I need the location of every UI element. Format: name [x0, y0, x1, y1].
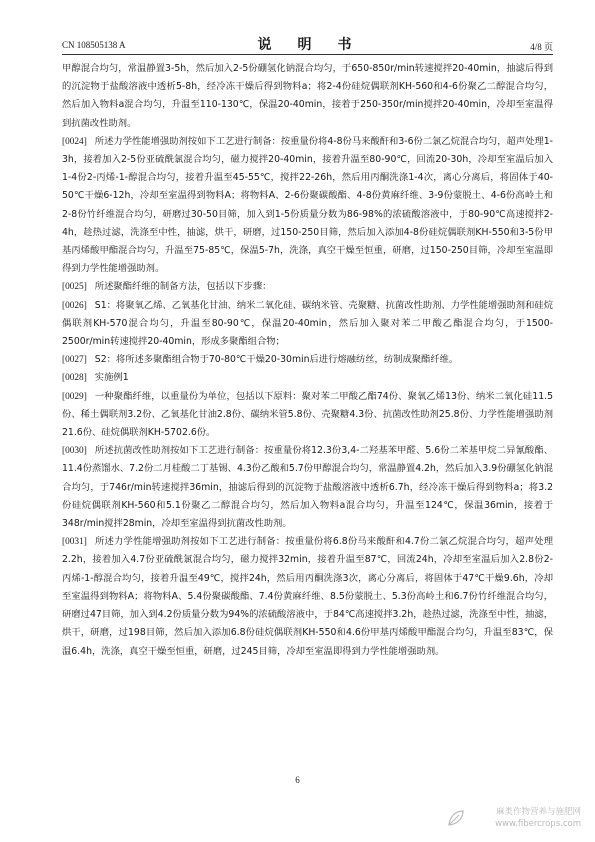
paragraph-text: S2：将所述多聚酯组合物于70-80℃干燥20-30min后进行熔融纺丝，纺制成聚酯纤维。 — [94, 354, 459, 366]
watermark-site-name: 麻类作物营养与施肥网 — [495, 807, 581, 817]
paragraph-0031 — [62, 533, 553, 660]
paragraph-number: [0027] — [62, 355, 87, 366]
paragraph-0029 — [62, 388, 553, 443]
paragraph-number: [0025] — [62, 282, 87, 293]
paragraph-0025 — [62, 278, 553, 296]
document-title: 说 明 书 — [257, 37, 358, 53]
example-heading: 实施例1 — [94, 372, 129, 384]
page-info: 4/8 页 — [530, 42, 553, 52]
paragraph-text: 甲醇混合均匀，常温静置3-5h，然后加入2-5份硼氢化钠混合均匀，于650-850r/min转速搅拌20-40min，抽滤后得到的沉淀物于盐酸溶液中透析5-8h，经冷冻干燥后得到物料a；将2-4份硅烷偶联剂KH-560和4-6份聚乙二醇混合均匀，然后加入物料a混合均匀，升温至110-130℃，保温20-40min，接着于250-350r/min搅拌20-40min，冷却至室温得到抗菌改性助剂。 — [62, 63, 553, 129]
watermark-text — [495, 806, 581, 830]
paragraph-text: 一种聚酯纤维，以重量份为单位，包括以下原料：聚对苯二甲酸乙酯74份、聚氧乙烯13份、纳米二氧化硅11.5份、稀土偶联剂3.2份、乙氧基化甘油2.8份、碳纳米管5.8份、壳聚糖4.3份、抗菌改性助剂25.8份、力学性能增强助剂21.6份、硅烷偶联剂KH-5702.6份。 — [62, 390, 553, 439]
paragraph-number: [0028] — [62, 373, 87, 384]
document-body — [62, 60, 553, 661]
leaf-logo-icon — [446, 808, 466, 828]
paragraph-text: 所述力学性能增强助剂按如下工艺进行制备：按重量份将4-8份马来酸酐和3-6份二氯乙烷混合均匀，超声处理1-3h，接着加入2-5份亚硫酰氯混合均匀，磁力搅拌20-40min，接着升温至80-90℃，回流20-30h，冷却至室温后加入1-4份2-丙烯-1-醇混合均匀，接着升温至45-55℃，搅拌22-26h，然后用丙酮洗涤1-4次，离心分离后，将固体于40-50℃干燥6-12h，冷却至室温得到物料A；将物料A、2-6份聚碳酸酯、4-8份黄麻纤维、3-9份蒙脱土、4-6份高岭土和2-8份竹纤维混合均匀，研磨过30-50目筛，加入到1-5份质量分数为86-98%的浓硫酸溶液中，于80-90℃高速搅拌2-4h，趁热过滤，洗涤至中性，抽滤，烘干，研磨，过150-250目筛，然后加入添加4-8份硅烷偶联剂KH-550和3-5份甲基丙烯酸甲酯混合均匀，升温至75-85℃，保温5-7h，洗涤，真空干燥至恒重，研磨，过150-250目筛，冷却至室温即得到力学性能增强助剂。 — [62, 135, 553, 275]
watermark — [446, 806, 581, 832]
paragraph-number: [0031] — [62, 537, 87, 548]
paragraph-text: 所述力学性能增强助剂按如下工艺进行制备：按重量份将6.8份马来酸酐和4.7份二氯乙烷混合均匀，超声处理2.2h，接着加入4.7份亚硫酰氯混合均匀，磁力搅拌32min，接着升温至87℃，回流24h，冷却至室温后加入2.8份2-丙烯-1-醇混合均匀，接着升温至49℃，搅拌24h，然后用丙酮洗涤3次，离心分离后，将固体于47℃干燥9.6h，冷却至室温得到物料A；将物料A、5.4份聚碳酸酯、7.4份黄麻纤维、8.5份蒙脱土、5.3份高岭土和6.7份竹纤维混合均匀，研磨过47目筛，加入到4.2份质量分数为94%的浓硫酸溶液中，于84℃高速搅拌3.2h，趁热过滤，洗涤至中性，抽滤，烘干，研磨，过198目筛，然后加入添加6.8份硅烷偶联剂KH-550和4.6份甲基丙烯酸甲酯混合均匀，升温至83℃，保温6.4h，洗涤，真空干燥至恒重，研磨，过245目筛，冷却至室温即得到力学性能增强助剂。 — [62, 536, 553, 657]
paragraph-0027 — [62, 351, 553, 369]
paragraph-number: [0030] — [62, 446, 87, 457]
page-number: 6 — [295, 775, 300, 785]
paragraph-number: [0024] — [62, 136, 87, 147]
paragraph-number: [0026] — [62, 300, 87, 311]
paragraph-0026 — [62, 297, 553, 352]
paragraph-text: 所述抗菌改性助剂按如下工艺进行制备：按重量份将12.3份3,4-二羟基苯甲醛、5.6份二苯基甲烷二异氰酸酯、11.4份蒸馏水、7.2份二月桂酸二丁基锡、4.3份乙酸和5.7份甲醇混合均匀，常温静置4.2h，然后加入3.9份硼氢化钠混合均匀，于746r/min转速搅拌36min，抽滤后得到的沉淀物于盐酸溶液中透析6.7h，经冷冻干燥后得到物料a；将3.2份硅烷偶联剂KH-560和5.1份聚乙二醇混合均匀，然后加入物料a混合均匀，升温至124℃，保温36min，接着于348r/min搅拌28min，冷却至室温得到抗菌改性助剂。 — [62, 445, 553, 530]
paragraph-0030 — [62, 442, 553, 533]
paragraph-text: 所述聚酯纤维的制备方法，包括以下步骤： — [94, 281, 272, 293]
paragraph-text: S1：将聚氧乙烯、乙氧基化甘油、纳米二氧化硅、碳纳米管、壳聚糖、抗菌改性助剂、力学性能增强助剂和硅烷偶联剂KH-570混合均匀，升温至80-90℃，保温20-40min，然后加入聚对苯二甲酸乙酯混合均匀，于1500-2500r/min转速搅拌20-40min，形成多聚酯组合物； — [62, 299, 553, 348]
paragraph-0023-cont — [62, 60, 553, 133]
watermark-url: www.fibercrops.com — [495, 819, 581, 829]
paragraph-0028 — [62, 369, 553, 387]
page-header — [62, 30, 553, 55]
patent-number: CN 108505138 A — [62, 40, 126, 50]
paragraph-0024 — [62, 133, 553, 279]
paragraph-number: [0029] — [62, 391, 87, 402]
